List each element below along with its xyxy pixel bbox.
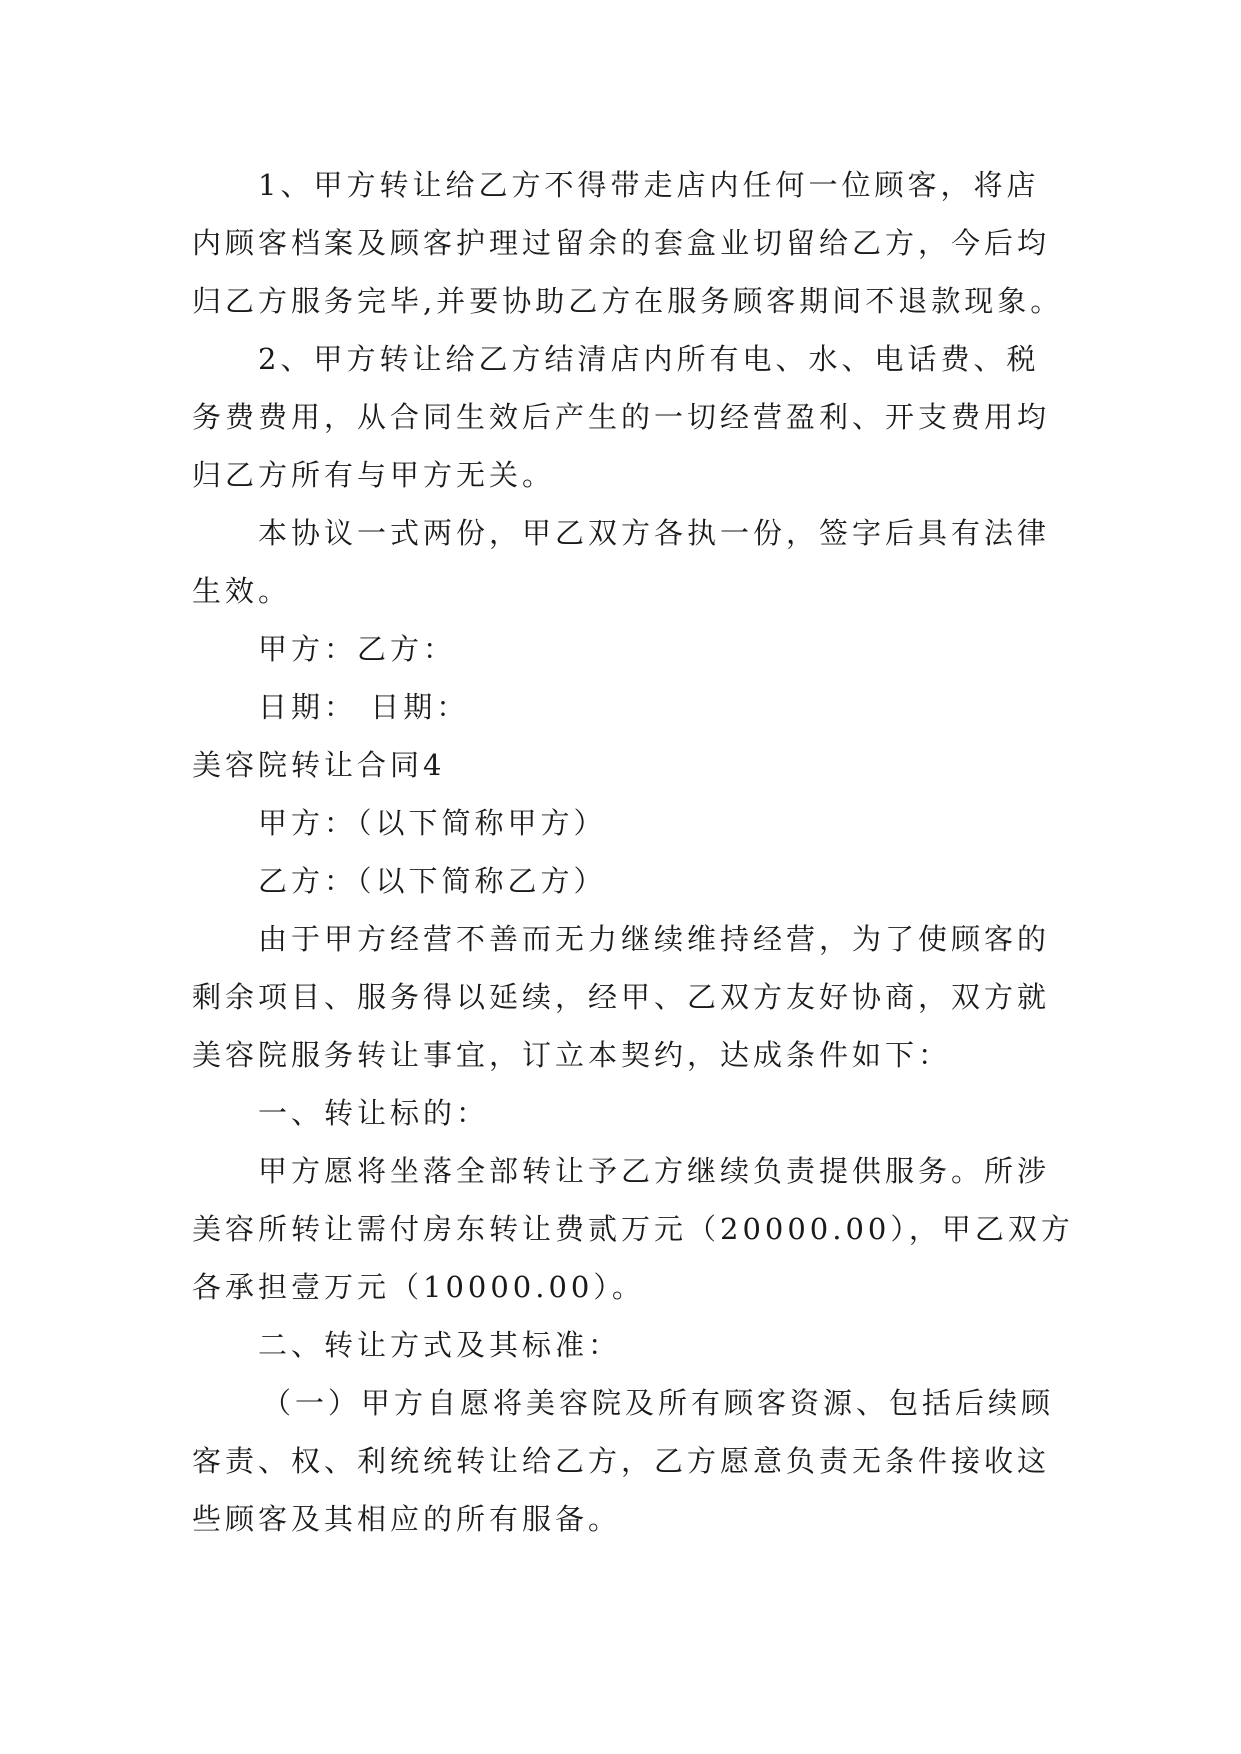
paragraph-4-line-3: 美容院服务转让事宜，订立本契约，达成条件如下：: [192, 1038, 952, 1072]
section-title: 美容院转让合同4: [192, 748, 446, 782]
paragraph-4-line-2: 剩余项目、服务得以延续，经甲、乙双方友好协商，双方就: [192, 980, 1051, 1014]
paragraph-2-line-2: 务费费用，从合同生效后产生的一切经营盈利、开支费用均: [192, 400, 1051, 434]
party-b-line: 乙方：（以下简称乙方）: [258, 864, 607, 898]
heading-transfer-subject: 一、转让标的：: [258, 1096, 490, 1130]
paragraph-1-line-3: 归乙方服务完毕,并要协助乙方在服务顾客期间不退款现象。: [192, 284, 1064, 318]
paragraph-5-line-3: 各承担壹万元（10000.00）。: [192, 1270, 645, 1304]
paragraph-2-line-1: 2、甲方转让给乙方结清店内所有电、水、电话费、税: [258, 342, 1040, 376]
paragraph-6-line-1: （一）甲方自愿将美容院及所有顾客资源、包括后续顾: [262, 1386, 1055, 1420]
paragraph-2-line-3: 归乙方所有与甲方无关。: [192, 458, 556, 492]
signature-parties-line: 甲方：乙方：: [258, 632, 457, 666]
paragraph-5-line-1: 甲方愿将坐落全部转让予乙方继续负责提供服务。所涉: [258, 1154, 1051, 1188]
paragraph-6-line-2: 客责、权、利统统转让给乙方，乙方愿意负责无条件接收这: [192, 1444, 1051, 1478]
heading-transfer-method: 二、转让方式及其标准：: [258, 1328, 622, 1362]
paragraph-5-line-2: 美容所转让需付房东转让费贰万元（20000.00），甲乙双方: [192, 1212, 1074, 1246]
paragraph-6-line-3: 些顾客及其相应的所有服备。: [192, 1502, 622, 1536]
paragraph-4-line-1: 由于甲方经营不善而无力继续维持经营，为了使顾客的: [258, 922, 1051, 956]
paragraph-1-line-2: 内顾客档案及顾客护理过留余的套盒业切留给乙方，今后均: [192, 226, 1051, 260]
signature-dates-line: 日期： 日期：: [258, 690, 470, 724]
party-a-line: 甲方：（以下简称甲方）: [258, 806, 607, 840]
paragraph-3-line-2: 生效。: [192, 574, 292, 608]
paragraph-3-line-1: 本协议一式两份，甲乙双方各执一份，签字后具有法律: [258, 516, 1051, 550]
paragraph-1-line-1: 1、甲方转让给乙方不得带走店内任何一位顾客，将店: [258, 168, 1040, 202]
